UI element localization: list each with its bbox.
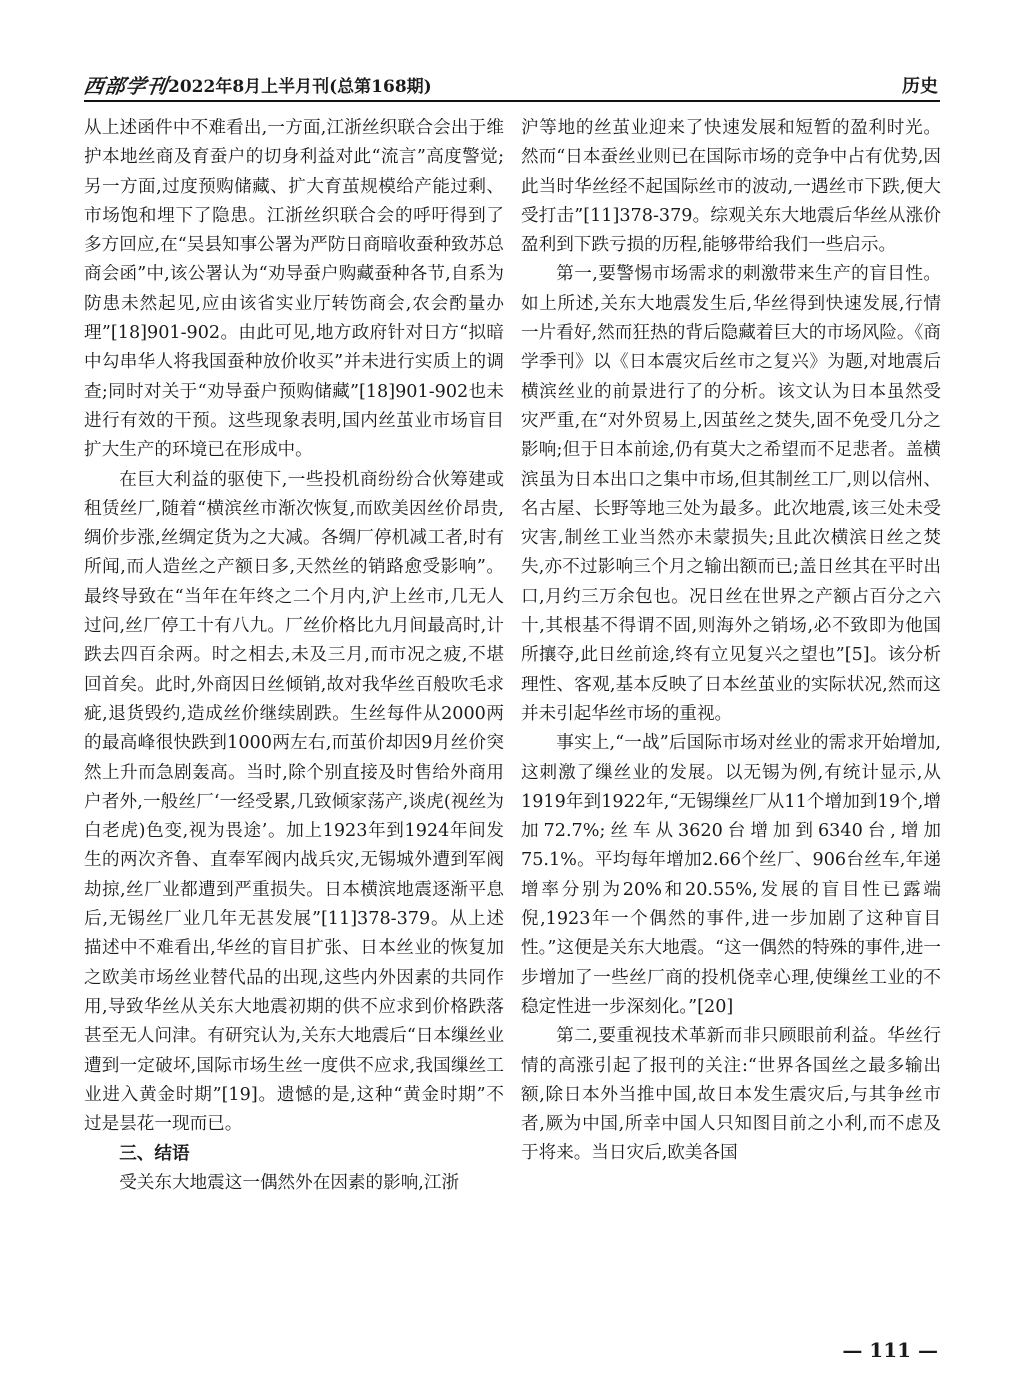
section-title: 历史 bbox=[902, 76, 938, 97]
journal-logo: 西部学刊 bbox=[82, 74, 170, 98]
paragraph: 在巨大利益的驱使下,一些投机商纷纷合伙筹建或租赁丝厂,随着“横滨丝市渐次恢复,而欧美因丝价昂贵,绸价步涨,丝绸定货为之大减。各绸厂停机减工者,时有所闻,而人造丝之产额日多,天然丝的销路愈受影响”。最终导致在“当年在年终之二个月内,沪上丝市,几无人过问,丝厂停工十有八九。厂丝价格比九月间最高时,计跌去四百余两。时之相去,未及三月,而市况之疲,不堪回首矣。此时,外商因日丝倾销,故对我华丝百般吹毛求疵,退货毁约,造成丝价继续剧跌。生丝每件从2000两的最高峰很快跌到1000两左右,而茧价却因9月丝价突然上升而急剧轰高。当时,除个别直接及时售给外商用户者外,一般丝厂‘一经受累,几致倾家荡产,谈虎(视丝为白老虎)色变,视为畏途’。加上1923年到1924年间发生的两次齐鲁、直奉军阀内战兵灾,无锡城外遭到军阀劫掠,丝厂业都遭到严重损失。日本横滨地震逐渐平息后,无锡丝厂业几年无甚发展”[11]378-379。从上述描述中不难看出,华丝的盲目扩张、日本丝业的恢复加之欧美市场丝业替代品的出现,这些内外因素的共同作用,导致华丝从关东大地震初期的供不应求到价格跌落甚至无人问津。有研究认为,关东大地震后“日本缫丝业遭到一定破坏,国际市场生丝一度供不应求,我国缫丝工业进入黄金时期”[19]。遗憾的是,这种“黄金时期”不过是昙花一现而已。 bbox=[84, 469, 504, 1135]
left-column bbox=[84, 114, 504, 1198]
paragraph: 受关东大地震这一偶然外在因素的影响,江浙 bbox=[119, 1172, 460, 1193]
paragraph: 事实上,“一战”后国际市场对丝业的需求开始增加,这刺激了缫丝业的发展。以无锡为例,有统计显示,从1919年到1922年,“无锡缫丝厂从11个增加到19个,增加72.7%;丝车从3620台增加到6340台,增加75.1%。平均每年增加2.66个丝厂、906台丝车,年递增率分别为20%和20.55%,发展的盲目性已露端倪,1923年一个偶然的事件,进一步加剧了这种盲目性。”这便是关东大地震。“这一偶然的特殊的事件,进一步增加了一些丝厂商的投机侥幸心理,使缫丝工业的不稳定性进一步深刻化。”[20] bbox=[521, 733, 941, 1017]
issue-info: 2022年8月上半月刊(总第168期) bbox=[168, 77, 432, 97]
section-heading: 三、结语 bbox=[119, 1143, 190, 1165]
page-number: — 111 — bbox=[842, 1338, 938, 1362]
paragraph: 从上述函件中不难看出,一方面,江浙丝织联合会出于维护本地丝商及育蚕户的切身利益对此“流言”高度警觉;另一方面,过度预购储藏、扩大育茧规模给产能过剩、市场饱和埋下了隐患。江浙丝织联合会的呼吁得到了多方回应,在“吴县知事公署为严防日商暗收蚕种致苏总商会函”中,该公署认为“劝导蚕户购藏蚕种各节,自系为防患未然起见,应由该省实业厅转饬商会,农会酌量办理”[18]901-902。由此可见,地方政府针对日方“拟暗中勾串华人将我国蚕种放价收买”并未进行实质上的调查;同时对关于“劝导蚕户预购储藏”[18]901-902也未进行有效的干预。这些现象表明,国内丝茧业市场盲目扩大生产的环境已在形成中。 bbox=[84, 118, 504, 461]
right-column bbox=[521, 114, 941, 1169]
paragraph: 沪等地的丝茧业迎来了快速发展和短暂的盈利时光。然而“日本蚕丝业则已在国际市场的竞争中占有优势,因此当时华丝经不起国际丝市的波动,一遇丝市下跌,便大受打击”[11]378-379。综观关东大地震后华丝从涨价盈利到下跌亏损的历程,能够带给我们一些启示。 bbox=[521, 118, 941, 256]
running-header bbox=[84, 66, 940, 102]
paragraph: 第二,要重视技术革新而非只顾眼前利益。华丝行情的高涨引起了报刊的关注:“世界各国丝之最多输出额,除日本外当推中国,故日本发生震灾后,与其争丝市者,厥为中国,所幸中国人只知图目前之小利,而不虑及于将来。当日灾后,欧美各国 bbox=[521, 1026, 941, 1164]
paragraph: 第一,要警惕市场需求的刺激带来生产的盲目性。如上所述,关东大地震发生后,华丝得到快速发展,行情一片看好,然而狂热的背后隐藏着巨大的市场风险。《商学季刊》以《日本震灾后丝市之复兴》为题,对地震后横滨丝业的前景进行了的分析。该文认为日本虽然受灾严重,在“对外贸易上,因茧丝之焚失,固不免受几分之影响;但于日本前途,仍有莫大之希望而不足悲者。盖横滨虽为日本出口之集中市场,但其制丝工厂,则以信州、名古屋、长野等地三处为最多。此次地震,该三处未受灾害,制丝工业当然亦未蒙损失;且此次横滨日丝之焚失,亦不过影响三个月之输出额而已;盖日丝其在平时出口,月约三万余包也。况日丝在世界之产额占百分之六十,其根基不得谓不固,则海外之销场,必不致即为他国所攘夺,此日丝前途,终有立见复兴之望也”[5]。该分析理性、客观,基本反映了日本丝茧业的实际状况,然而这并未引起华丝市场的重视。 bbox=[521, 264, 941, 724]
